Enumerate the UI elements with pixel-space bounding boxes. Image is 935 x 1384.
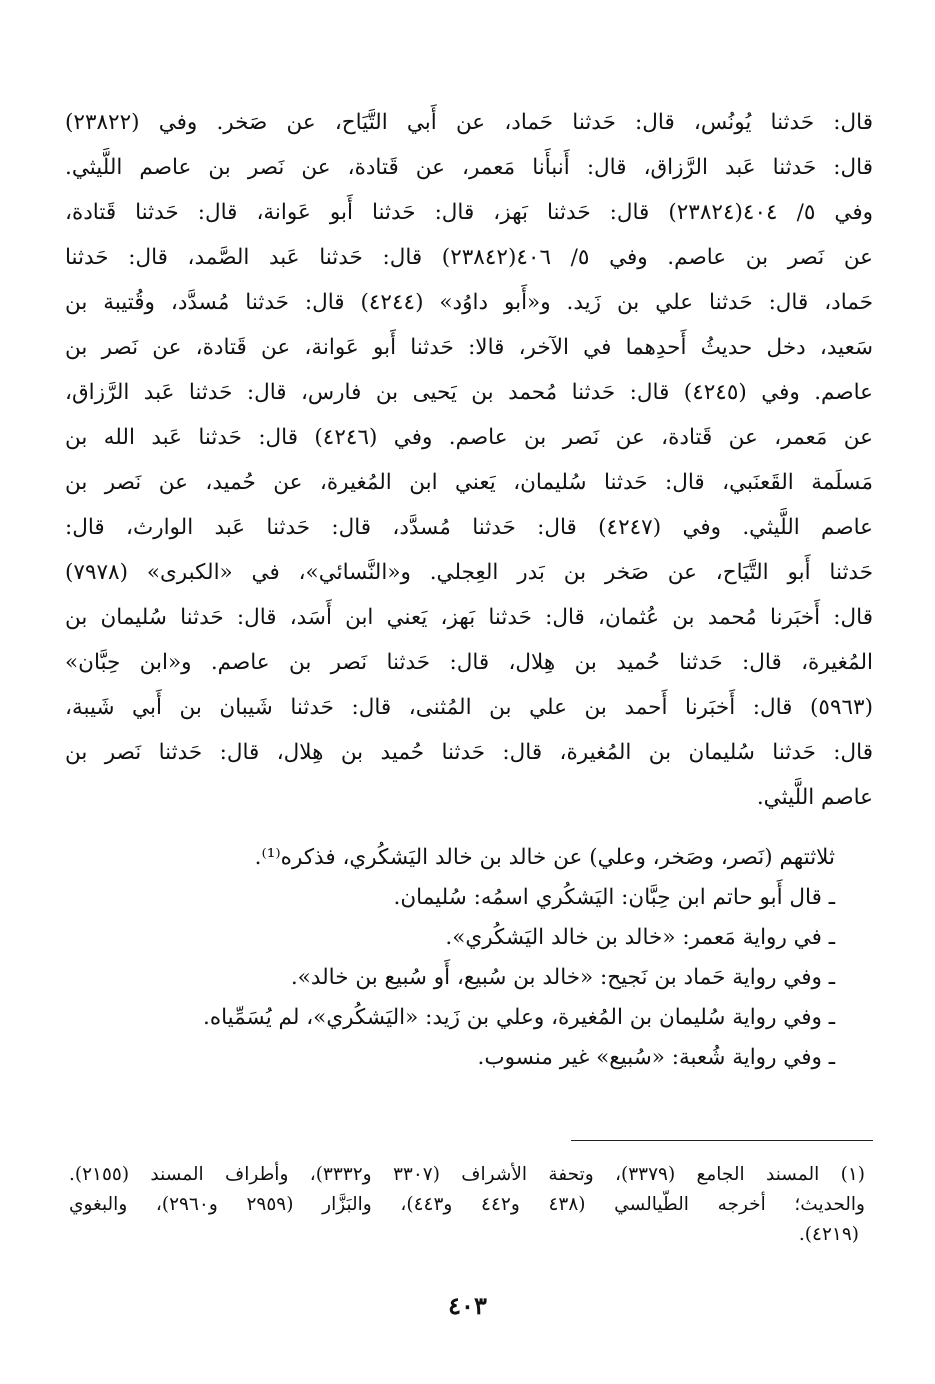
- footnote-divider: [571, 1140, 873, 1141]
- narration-notes: [65, 838, 873, 1078]
- footnote-line: (١) المسند الجامع (٣٣٧٩)، وتحفة الأشراف (٣٣٠٧ و٣٣٣٢)، وأطراف المسند (٢١٥٥).: [69, 1164, 865, 1185]
- page-number: ٤٠٣: [448, 1291, 487, 1320]
- main-text-line: قال: حَدثنا يُونُس، قال: حَدثنا حَماد، عن أَبي التَّيَاح، عن صَخر. وفي (٢٣٨٢٢): [65, 110, 873, 135]
- note-line: ـ وفي رواية حَماد بن نَجيح: «خالد بن سُبيع، أَو سُبيع بن خالد».: [290, 965, 835, 990]
- main-text-line: عن نَصر بن عاصم. وفي ٥/ ٤٠٦(٢٣٨٤٢) قال: حَدثنا عَبد الصَّمد، قال: حَدثنا: [65, 245, 873, 270]
- main-text-line: سَعيد، دخل حديثُ أَحدِهما في الآخر، قالا: حَدثنا أَبو عَوانة، عن قَتادة، عن نَصر بن: [65, 335, 873, 360]
- note-line: ـ وفي رواية شُعبة: «سُبيع» غير منسوب.: [477, 1045, 835, 1070]
- note-line: ـ قال أَبو حاتم ابن حِبَّان: اليَشكُري اسمُه: سُليمان.: [393, 885, 835, 910]
- note-line: ـ في رواية مَعمر: «خالد بن خالد اليَشكُري».: [445, 925, 835, 950]
- main-text-line: قال: أَخبَرنا مُحمد بن عُثمان، قال: حَدثنا بَهز، يَعني ابن أَسَد، قال: حَدثنا سُليمان بن: [65, 605, 873, 630]
- main-text-line: عاصم اللَّيثي. وفي (٤٢٤٧) قال: حَدثنا مُسدَّد، قال: حَدثنا عَبد الوارث، قال:: [65, 515, 873, 540]
- main-text-line: (٥٩٦٣) قال: أَخبَرنا أَحمد بن علي بن المُثنى، قال: حَدثنا شَيبان بن أَبي شَيبة،: [65, 695, 873, 720]
- main-text-block: [65, 100, 873, 820]
- main-text-line: قال: حَدثنا عَبد الرَّزاق، قال: أَنبأَنا مَعمر، عن قَتادة، عن نَصر بن عاصم اللَّيثي.: [65, 155, 873, 180]
- main-text-line: عن مَعمر، عن قَتادة، عن نَصر بن عاصم. وفي (٤٢٤٦) قال: حَدثنا عَبد الله بن: [65, 425, 873, 450]
- footnotes-block: [69, 1160, 865, 1250]
- main-text-line: حَماد، قال: حَدثنا علي بن زَيد. و«أَبو داوُد» (٤٢٤٤) قال: حَدثنا مُسدَّد، وقُتيبة بن: [65, 290, 873, 315]
- main-text-line: عاصم. وفي (٤٢٤٥) قال: حَدثنا مُحمد بن يَحيى بن فارس، قال: حَدثنا عَبد الرَّزاق،: [65, 380, 873, 405]
- main-text-line: مَسلَمة القَعنَبي، قال: حَدثنا سُليمان، يَعني ابن المُغيرة، عن حُميد، عن نَصر بن: [65, 470, 873, 495]
- note-line: ـ وفي رواية سُليمان بن المُغيرة، وعلي بن زَيد: «اليَشكُري»، لم يُسَمِّياه.: [202, 1005, 835, 1030]
- note-line: ثلاثتهم (نَصر، وصَخر، وعلي) عن خالد بن خالد اليَشكُري، فذكره⁽¹⁾.: [254, 845, 835, 870]
- main-text-line: وفي ٥/ ٤٠٤(٢٣٨٢٤) قال: حَدثنا بَهز، قال: حَدثنا أَبو عَوانة، قال: حَدثنا قَتادة،: [65, 200, 873, 225]
- footnote-line: (٤٢١٩).: [798, 1224, 859, 1245]
- footnote-line: والحديث؛ أخرجه الطَّيالسي (٤٣٨ و٤٤٢ و٤٤٣)، والبَزَّار (٢٩٥٩ و٢٩٦٠)، والبغوي: [69, 1194, 865, 1215]
- main-text-line: عاصم اللَّيثي.: [756, 785, 873, 810]
- main-text-line: قال: حَدثنا سُليمان بن المُغيرة، قال: حَدثنا حُميد بن هِلال، قال: حَدثنا نَصر بن: [65, 740, 873, 765]
- main-text-line: حَدثنا أَبو التَّيَاح، عن صَخر بن بَدر العِجلي. و«النَّسائي»، في «الكبرى» (٧٩٧٨): [65, 560, 873, 585]
- main-text-line: المُغيرة، قال: حَدثنا حُميد بن هِلال، قال: حَدثنا نَصر بن عاصم. و«ابن حِبَّان»: [65, 650, 873, 675]
